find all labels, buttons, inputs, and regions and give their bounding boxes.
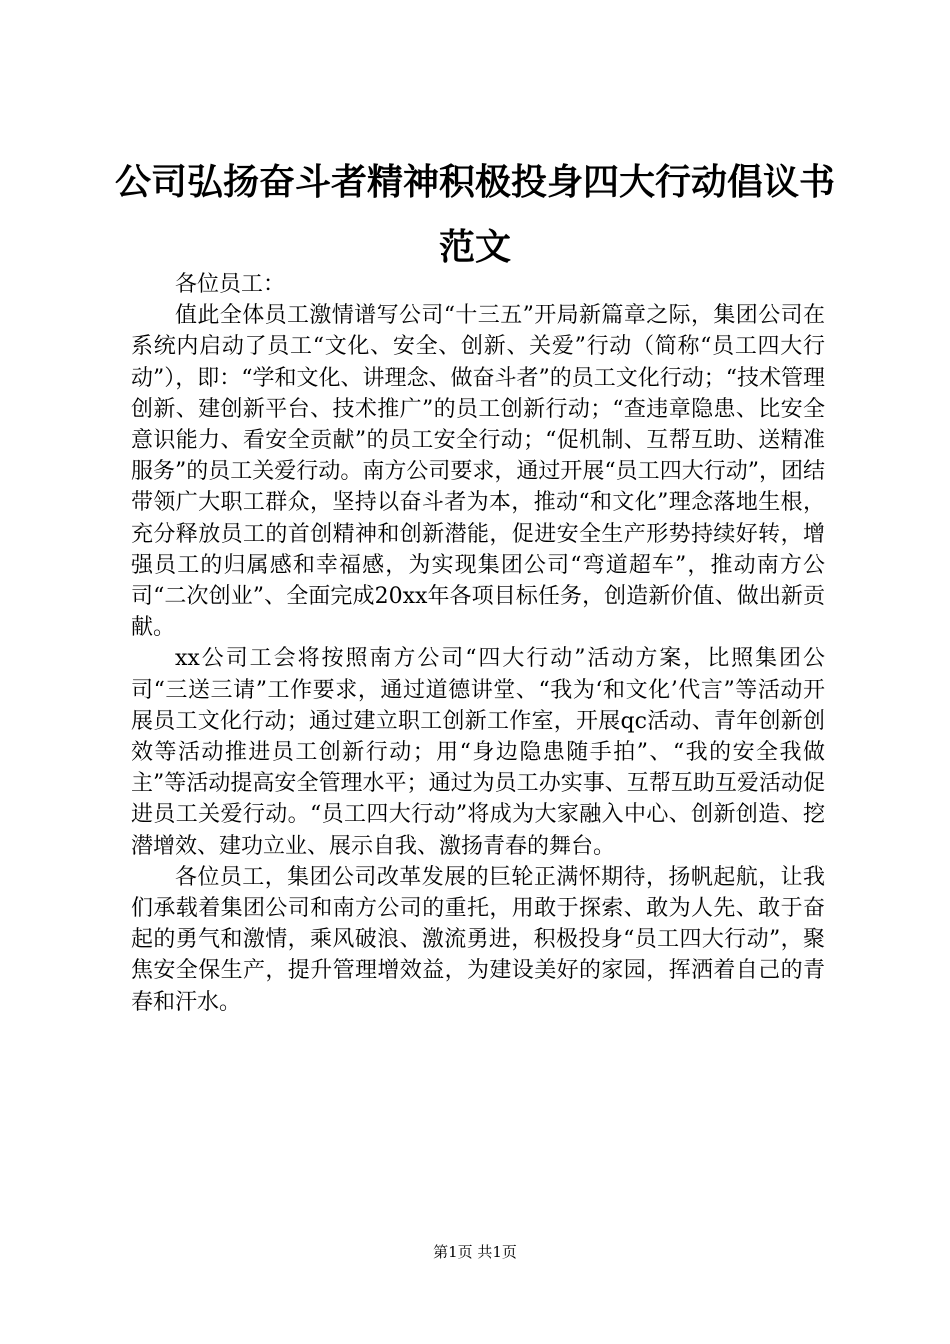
document-body [131,269,825,1018]
page-footer: 第1页 共1页 [433,1243,517,1261]
body-paragraph-3: 各位员工，集团公司改革发展的巨轮正满怀期待，扬帆起航，让我们承载着集团公司和南方公司的重托，用敢于探索、敢为人先、敢于奋起的勇气和激情，乘风破浪、激流勇进，积极投身“员工四大行动”，聚焦安全保生产，提升管理增效益，为建设美好的家园，挥洒着自己的青春和汗水。 [131,864,825,1015]
salutation: 各位员工： [175,272,286,297]
body-paragraph-2: xx公司工会将按照南方公司“四大行动”活动方案，比照集团公司“三送三请”工作要求，通过道德讲堂、“我为‘和文化’代言”等活动开展员工文化行动；通过建立职工创新工作室，开展qc活动、青年创新创效等活动推进员工创新行动；用“身边隐患随手拍”、“我的安全我做主”等活动提高安全管理水平；通过为员工办实事、互帮互助互爱活动促进员工关爱行动。“员工四大行动”将成为大家融入中心、创新创造、挖潜增效、建功立业、展示自我、激扬青春的舞台。 [131,646,825,859]
body-paragraph-1: 值此全体员工激情谱写公司“十三五”开局新篇章之际，集团公司在系统内启动了员工“文化、安全、创新、关爱”行动（简称“员工四大行动”），即：“学和文化、讲理念、做奋斗者”的员工文化行动；“技术管理创新、建创新平台、技术推广”的员工创新行动；“查违章隐患、比安全意识能力、看安全贡献”的员工安全行动；“促机制、互帮互助、送精准服务”的员工关爱行动。南方公司要求，通过开展“员工四大行动”，团结带领广大职工群众，坚持以奋斗者为本，推动“和文化”理念落地生根，充分释放员工的首创精神和创新潜能，促进安全生产形势持续好转，增强员工的归属感和幸福感，为实现集团公司“弯道超车”，推动南方公司“二次创业”、全面完成20xx年各项目标任务，创造新价值、做出新贡献。 [131,303,825,641]
document-title: 公司弘扬奋斗者精神积极投身四大行动倡议书范文 [114,162,835,268]
